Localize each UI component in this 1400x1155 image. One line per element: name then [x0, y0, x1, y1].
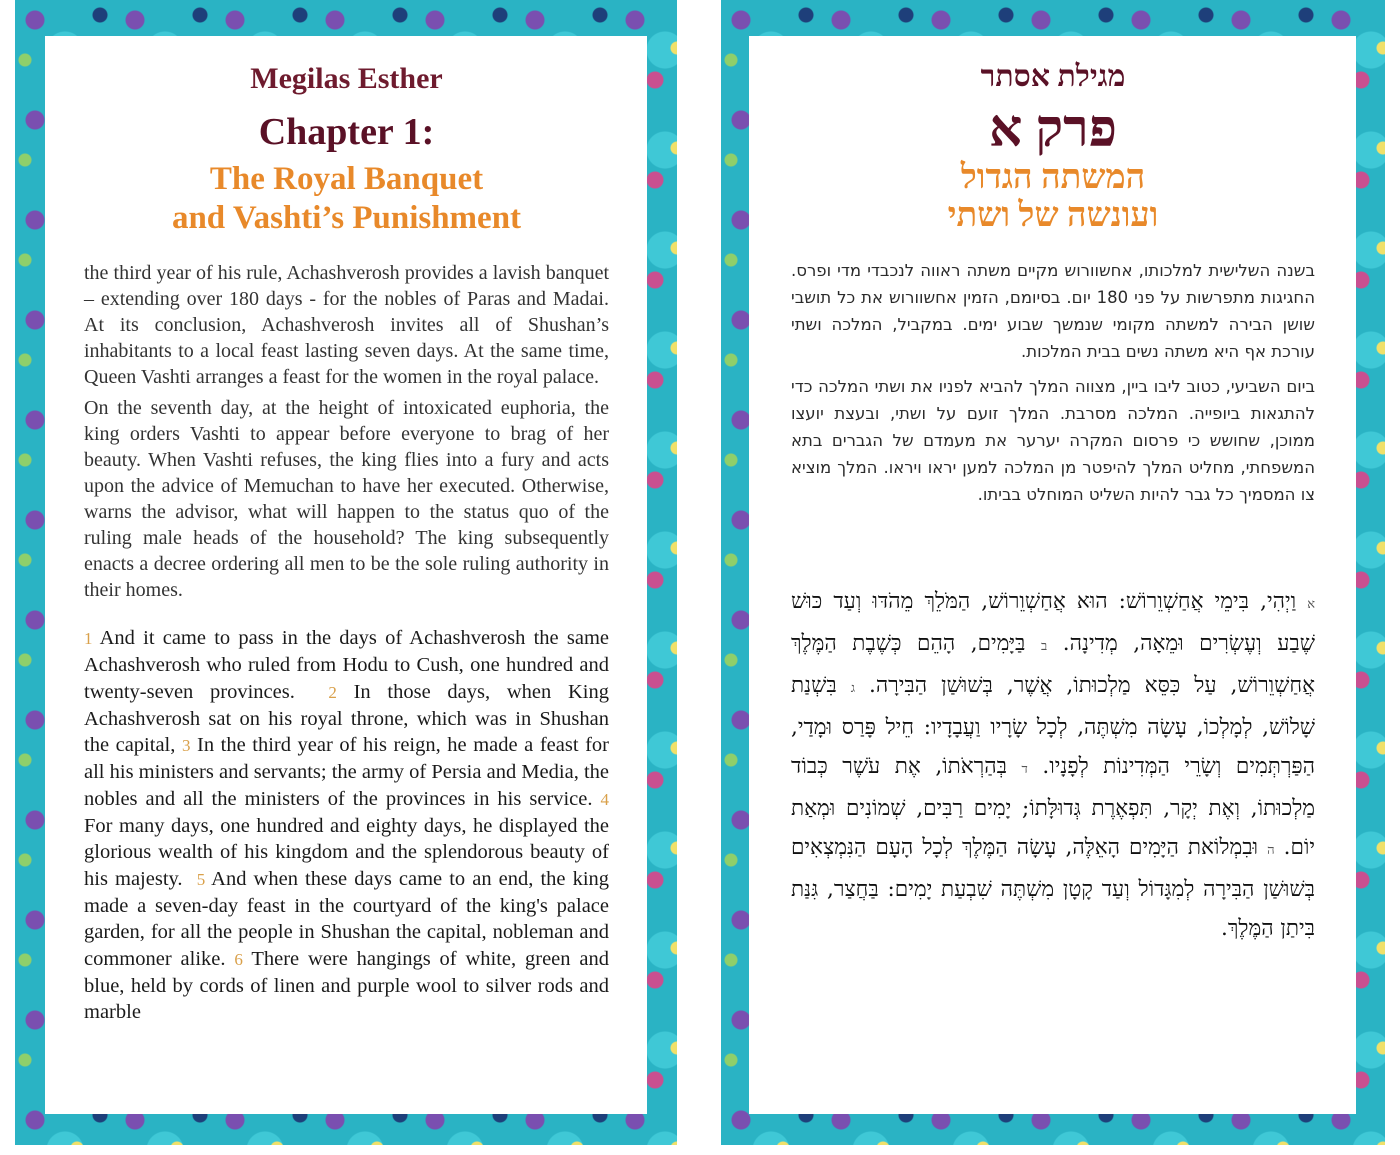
verse-text: And it came to pass in the days of Achashverosh the same Achashverosh who ruled from Hodu to Cush, one hundred and twenty-seven provinces. [84, 627, 609, 703]
verse-text: For many days, one hundred and eighty days, he displayed the glorious wealth of his kingdom and the splendorous beauty of his majesty. [84, 815, 609, 890]
verse-text: There were hangings of white, green and blue, held by cords of linen and purple wool to silver rods and marble [84, 947, 609, 1024]
book-title: Megilas Esther [250, 62, 443, 95]
verse-number: 4 [600, 789, 609, 809]
hebrew-chapter-subtitle [791, 159, 1315, 235]
hebrew-verse-text: וַיְהִי, בִּימֵי אֲחַשְׁוֵרוֹשׁ: הוּא אֲחַשְׁוֵרוֹשׁ, הַמֹּלֵךְ מֵהֹדּוּ וְעַד כּוּשׁ שֶׁבַע וְעֶשְׂרִים וּמֵאָה, מְדִינָה. [791, 589, 1315, 656]
hebrew-book-title: מגילת אסתר [980, 60, 1126, 93]
hebrew-verse-number: ג [850, 681, 855, 696]
hebrew-summary-paragraph-1: בשנה השלישית למלכותו, אחשוורוש מקיים משתה ראווה לנכבדי מדי ופרס. החגיגות מתפרשות על פני 180 יום. בסיומם, הזמין אחשוורוש את כל תושבי שושן הבירה למשתה מקומי שנמשך שבוע ימים. במקביל, המלכה ושתי עורכת אף היא משתה נשים בבית המלכות. [791, 261, 1315, 361]
verse-number: 5 [196, 869, 206, 889]
hebrew-verse-number: ב [1040, 639, 1048, 654]
chapter-subtitle-line1: The Royal Banquet [209, 161, 484, 197]
summary-paragraph-2: On the seventh day, at the height of intoxicated euphoria, the king orders Vashti to appear before everyone to brag of her beauty. When Vashti refuses, the king flies into a fury and acts upon the advice of Memuchan to have her executed. Otherwise, warns the advisor, what will happen to the status quo of the ruling male heads of the household? The king subsequently enacts a decree ordering all men to be the sole ruling authority in their homes. [84, 397, 609, 601]
left-page-border [15, 0, 677, 1145]
hebrew-verse-number: ד [1021, 762, 1028, 777]
chapter-subtitle [84, 160, 609, 238]
verse-number: 2 [328, 682, 337, 702]
hebrew-verse-text: בְּהַרְאֹתוֹ, אֶת עֹשֶׁר כְּבוֹד מַלְכוּתוֹ, וְאֶת יְקָר, תִּפְאֶרֶת גְּדוּלָּתוֹ; יָמִים רַבִּים, שְׁמוֹנִים וּמְאַת יוֹם. [791, 754, 1315, 860]
hebrew-verse-text: בִּשְׁנַת שָׁלוֹשׁ, לְמָלְכוֹ, עָשָׂה מִשְׁתֶּה, לְכָל שָׂרָיו וַעֲבָדָיו: חֵיל פָּרַס וּמָדַי, הַפַּרְתְּמִים וְשָׂרֵי הַמְּדִינוֹת לְפָנָיו. [791, 673, 1316, 779]
verse-number: 6 [234, 949, 243, 969]
hebrew-text-panel [749, 36, 1356, 1114]
verse-number: 1 [84, 629, 93, 648]
chapter-title: Chapter 1: [258, 111, 435, 153]
hebrew-verse-number: ה [1267, 843, 1275, 858]
summary-paragraph-1: the third year of his rule, Achashverosh provides a lavish banquet – extending over 180 days - for the nobles of Paras and Madai. At its conclusion, Achashverosh invites all of Shushan’s inhabitants to a local feast lasting seven days. At the same time, Queen Vashti arranges a feast for the women in the royal palace. [84, 262, 609, 388]
verse-number: 3 [181, 736, 191, 756]
hebrew-chapter-title: פרק א [988, 101, 1118, 158]
hebrew-verse-text: בַּיָּמִים, הָהֵם כְּשֶׁבֶת הַמֶּלֶךְ אֲחַשְׁוֵרוֹשׁ, עַל כִּסֵּא מַלְכוּתוֹ, אֲשֶׁר, בְּשׁוּשַׁן הַבִּירָה. [791, 631, 1315, 698]
verse-text: And when these days came to an end, the king made a seven-day feast in the courtyard of the king's palace garden, for all the people in Shushan the capital, nobleman and commoner alike. [84, 867, 610, 970]
hebrew-verse-number: א [1307, 597, 1315, 612]
hebrew-summary-paragraph-2: ביום השביעי, כטוב ליבו ביין, מצווה המלך להביא לפניו את ושתי המלכה כדי להתגאות ביופייה. המלכה מסרבת. המלך זועם על ושתי, ובעצת יועצו ממוכן, שחושש כי פרסום המקרה יערער את מעמדם של הגברים בתא המשפחתי, מחליט המלך להיפטר מן המלכה למען יראו ויראו. המלך מוציא צו המסמיך כל גבר להיות השליט המוחלט בביתו. [791, 377, 1315, 504]
hebrew-verse-text: וּבִמְלוֹאת הַיָּמִים הָאֵלֶּה, עָשָׂה הַמֶּלֶךְ לְכָל הָעָם הַנִּמְצְאִים בְּשׁוּשַׁן הַבִּירָה לְמִגָּדוֹל וְעַד קָטָן מִשְׁתֶּה שִׁבְעַת יָמִים: בַּחֲצַר, גִּנַּת בִּיתַן הַמֶּלֶךְ. [791, 835, 1315, 941]
english-verses [84, 625, 609, 1025]
chapter-subtitle-line2: and Vashti’s Punishment [171, 200, 522, 236]
hebrew-verses [791, 582, 1315, 948]
hebrew-subtitle-line2: ועונשה של ושתי [947, 197, 1159, 234]
hebrew-subtitle-line1: המשתה הגדול [960, 159, 1146, 196]
verse-text: In those days, when King Achashverosh sat on his royal throne, which was in Shushan the capital, [84, 680, 610, 757]
verse-text: In the third year of his reign, he made a feast for all his ministers and servants; the army of Persia and Media, the nobles and all the ministers of the provinces in his service. [84, 734, 609, 810]
english-text-panel [45, 36, 647, 1114]
right-page-border [721, 0, 1385, 1145]
